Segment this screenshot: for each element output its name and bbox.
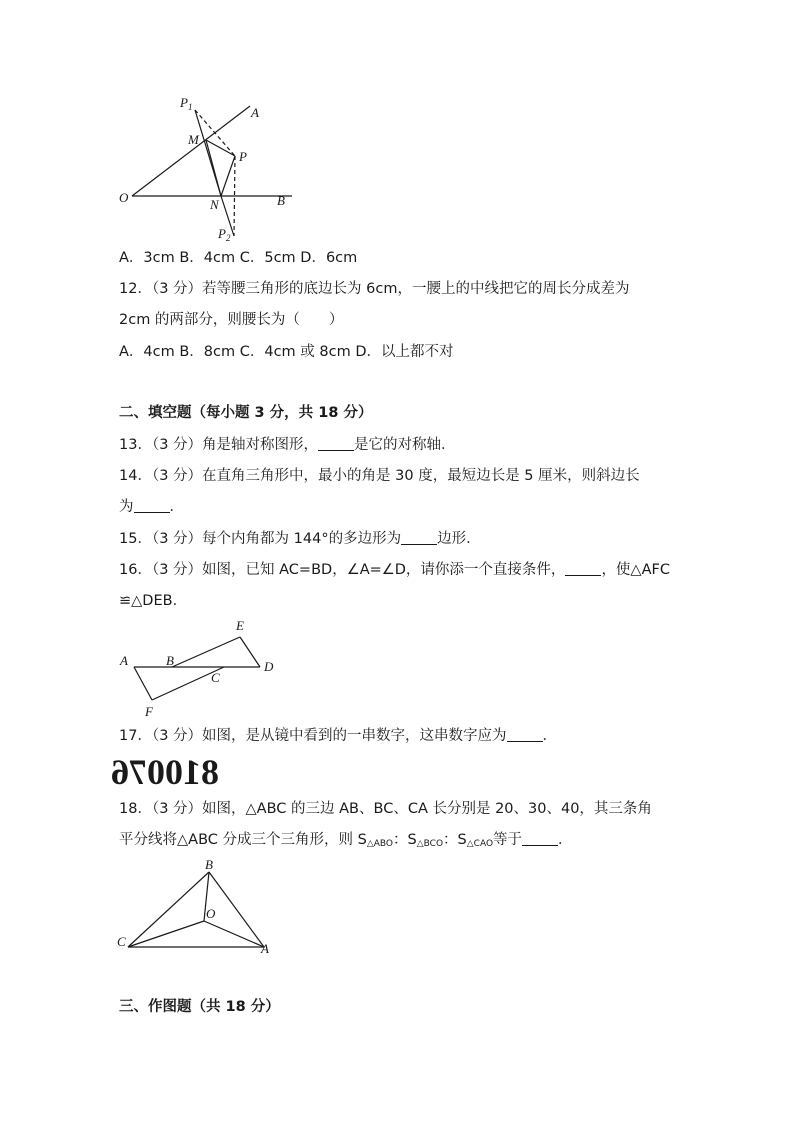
figure-q18: [112, 855, 282, 960]
label-o: O: [119, 190, 129, 205]
label-b: B: [166, 653, 174, 668]
segment-af: [134, 667, 152, 700]
q18-blank: [522, 831, 558, 846]
label-p1: $P_1$: [180, 95, 193, 112]
label-e: E: [236, 618, 244, 633]
label-c: C: [117, 934, 126, 949]
label-a: A: [261, 941, 269, 956]
q18-end: ．: [558, 832, 573, 848]
label-p2: $P_2$: [218, 226, 231, 243]
q16-line1: [119, 560, 670, 580]
q13-blank: [318, 436, 354, 451]
q11-options: A．3cm B．4cm C．5cm D．6cm: [119, 250, 358, 266]
mirrored-digits-text: 810076: [111, 752, 219, 792]
q12-options: A．4cm B．8cm C．4cm 或 8cm D．以上都不对: [119, 344, 454, 360]
segment-co: [128, 921, 204, 947]
q17-text-after: ．: [542, 728, 558, 744]
q12-line2: 2cm 的两部分，则腰长为（ ）: [119, 312, 344, 328]
q16-line2: ≌△DEB．: [119, 593, 188, 609]
q14-line2: [119, 497, 184, 517]
segment-n-p: [221, 156, 235, 196]
label-o: O: [206, 906, 216, 921]
figure-q16: [112, 615, 292, 720]
q14-line1: 14．（3 分）在直角三角形中，最小的角是 30 度，最短边长是 5 厘米，则斜边长: [119, 468, 640, 484]
mirrored-digits: [111, 752, 219, 796]
q14-text-before: 为: [119, 499, 134, 515]
ray-oa: [132, 106, 250, 196]
label-a: A: [120, 653, 128, 668]
section3-title: 三、作图题（共 18 分）: [119, 999, 280, 1015]
q17-blank: [507, 727, 543, 742]
q12-line1: 12．（3 分）若等腰三角形的底边长为 6cm，一腰上的中线把它的周长分成差为: [119, 281, 630, 297]
label-p: P: [239, 149, 247, 164]
q14-blank: [134, 498, 170, 513]
q18-sep1: ：S: [393, 832, 417, 848]
q18-text-before: 平分线将△ABC 分成三个三角形，则 S: [119, 832, 367, 848]
label-m: M: [188, 132, 199, 147]
q18-sub-bco: △BCO: [416, 839, 444, 849]
q15-text-after: 边形．: [437, 531, 481, 547]
dashed-p1-p: [195, 110, 235, 156]
q16-text-after: ，使△AFC: [601, 562, 670, 578]
segment-cb: [128, 872, 209, 947]
segment-ba: [209, 872, 264, 947]
segment-m-n: [206, 140, 221, 196]
q18-sub-cao: △CAO: [466, 839, 494, 849]
q13-text-after: 是它的对称轴．: [354, 437, 456, 453]
q16-blank: [565, 561, 601, 576]
q18-text-after: 等于: [493, 832, 523, 848]
q13: [119, 435, 456, 455]
label-d: D: [264, 659, 274, 674]
segment-ed: [240, 637, 260, 667]
q17: [119, 726, 557, 746]
q17-text-before: 17．（3 分）如图，是从镜中看到的一串数字，这串数字应为: [119, 728, 507, 744]
q15: [119, 529, 481, 549]
label-b: B: [205, 857, 213, 872]
q14-text-after: ．: [169, 499, 184, 515]
q13-text-before: 13．（3 分）角是轴对称图形，: [119, 437, 319, 453]
q15-blank: [401, 530, 437, 545]
label-b: B: [277, 193, 285, 208]
label-f: F: [145, 704, 153, 719]
label-c: C: [211, 670, 220, 685]
segment-m-p: [206, 140, 235, 156]
segment-be: [172, 637, 240, 667]
label-a: A: [251, 105, 259, 120]
q16-text-before: 16．（3 分）如图，已知 AC=BD，∠A=∠D，请你添一个直接条件，: [119, 562, 566, 578]
q18-line2: [119, 830, 573, 854]
q18-sub-abo: △ABO: [366, 839, 393, 849]
section2-title: 二、填空题（每小题 3 分，共 18 分）: [119, 405, 373, 421]
q15-text-before: 15．（3 分）每个内角都为 144°的多边形为: [119, 531, 402, 547]
figure-q11: [110, 90, 310, 250]
label-n: N: [210, 197, 219, 212]
q18-sep2: ：S: [443, 832, 467, 848]
q18-line1: 18．（3 分）如图，△ABC 的三边 AB、BC、CA 长分别是 20、30、40，其三条角: [119, 801, 652, 817]
